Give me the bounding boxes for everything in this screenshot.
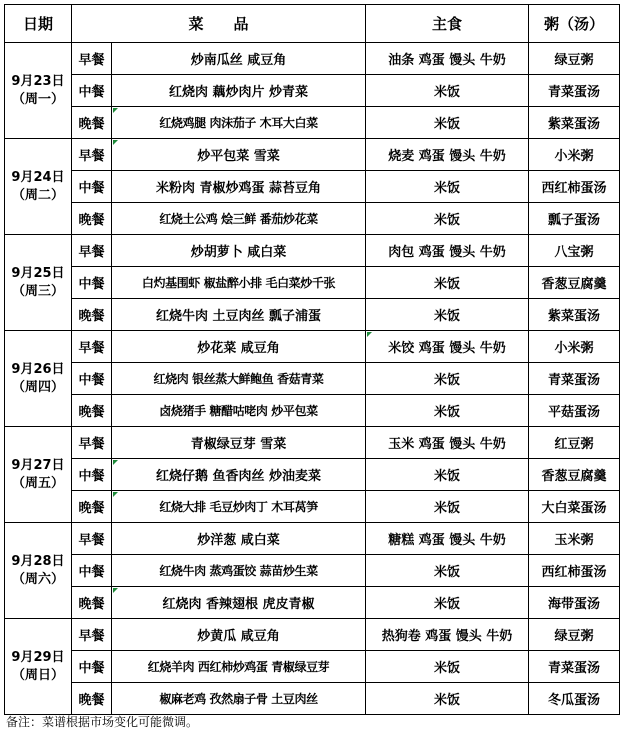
dishes-cell: 红烧肉 藕炒肉片 炒青菜 [112, 75, 366, 107]
header-dishes: 菜 品 [72, 5, 366, 43]
dishes-cell: 红烧仔鹅 鱼香肉丝 炒油麦菜 [112, 459, 366, 491]
day-weekday: （周五） [11, 475, 64, 491]
header-soup: 粥（汤） [529, 5, 620, 43]
day-weekday: （周一） [11, 91, 64, 107]
staple-cell: 米饭 [366, 75, 529, 107]
staple-cell: 烧麦 鸡蛋 馒头 牛奶 [366, 139, 529, 171]
meal-name: 晚餐 [72, 395, 112, 427]
menu-row [5, 203, 620, 235]
day-date-cell [5, 43, 72, 139]
staple-cell: 米饭 [366, 587, 529, 619]
weekly-menu-table [4, 4, 620, 715]
staple-cell: 米饺 鸡蛋 馒头 牛奶 [366, 331, 529, 363]
staple-cell: 米饭 [366, 683, 529, 715]
day-date: 9月25日 [11, 265, 65, 281]
staple-cell: 热狗卷 鸡蛋 馒头 牛奶 [366, 619, 529, 651]
meal-name: 中餐 [72, 75, 112, 107]
menu-row [5, 651, 620, 683]
footnote: 备注：菜谱根据市场变化可能微调。 [6, 715, 199, 729]
meal-name: 晚餐 [72, 203, 112, 235]
dishes-cell: 椒麻老鸡 孜然扇子骨 土豆肉丝 [112, 683, 366, 715]
header-row [5, 5, 620, 43]
day-date-cell [5, 523, 72, 619]
meal-name: 中餐 [72, 651, 112, 683]
dishes-cell: 卤烧猪手 糖醋咕咾肉 炒平包菜 [112, 395, 366, 427]
staple-cell: 肉包 鸡蛋 馒头 牛奶 [366, 235, 529, 267]
dishes-cell: 炒胡萝卜 咸白菜 [112, 235, 366, 267]
soup-cell: 西红柿蛋汤 [529, 171, 620, 203]
day-date-cell [5, 619, 72, 715]
meal-name: 早餐 [72, 43, 112, 75]
menu-row [5, 299, 620, 331]
soup-cell: 西红柿蛋汤 [529, 555, 620, 587]
dishes-cell: 红烧土公鸡 烩三鲜 番茄炒花菜 [112, 203, 366, 235]
header-staple: 主食 [366, 5, 529, 43]
meal-name: 早餐 [72, 331, 112, 363]
day-date: 9月26日 [11, 361, 65, 377]
meal-name: 晚餐 [72, 683, 112, 715]
menu-row [5, 491, 620, 523]
dishes-cell: 炒黄瓜 咸豆角 [112, 619, 366, 651]
meal-name: 晚餐 [72, 107, 112, 139]
day-weekday: （周六） [11, 571, 64, 587]
dishes-cell: 红烧大排 毛豆炒肉丁 木耳莴笋 [112, 491, 366, 523]
soup-cell: 青菜蛋汤 [529, 75, 620, 107]
meal-name: 中餐 [72, 555, 112, 587]
meal-name: 中餐 [72, 363, 112, 395]
staple-cell: 米饭 [366, 555, 529, 587]
staple-cell: 油条 鸡蛋 馒头 牛奶 [366, 43, 529, 75]
dishes-cell: 青椒绿豆芽 雪菜 [112, 427, 366, 459]
soup-cell: 玉米粥 [529, 523, 620, 555]
soup-cell: 青菜蛋汤 [529, 651, 620, 683]
soup-cell: 海带蛋汤 [529, 587, 620, 619]
soup-cell: 冬瓜蛋汤 [529, 683, 620, 715]
menu-row [5, 43, 620, 75]
meal-name: 早餐 [72, 235, 112, 267]
meal-name: 早餐 [72, 139, 112, 171]
soup-cell: 红豆粥 [529, 427, 620, 459]
menu-row [5, 107, 620, 139]
day-date: 9月28日 [11, 553, 65, 569]
staple-cell: 米饭 [366, 651, 529, 683]
day-weekday: （周二） [11, 187, 64, 203]
menu-row [5, 75, 620, 107]
staple-cell: 糖糕 鸡蛋 馒头 牛奶 [366, 523, 529, 555]
meal-name: 晚餐 [72, 299, 112, 331]
soup-cell: 绿豆粥 [529, 43, 620, 75]
meal-name: 晚餐 [72, 491, 112, 523]
dishes-cell: 炒平包菜 雪菜 [112, 139, 366, 171]
day-date-cell [5, 139, 72, 235]
soup-cell: 紫菜蛋汤 [529, 107, 620, 139]
dishes-cell: 红烧鸡腿 肉沫茄子 木耳大白菜 [112, 107, 366, 139]
soup-cell: 平菇蛋汤 [529, 395, 620, 427]
day-date: 9月27日 [11, 457, 65, 473]
meal-name: 中餐 [72, 267, 112, 299]
meal-name: 早餐 [72, 619, 112, 651]
soup-cell: 紫菜蛋汤 [529, 299, 620, 331]
soup-cell: 小米粥 [529, 139, 620, 171]
menu-row [5, 523, 620, 555]
staple-cell: 米饭 [366, 395, 529, 427]
day-weekday: （周日） [11, 667, 64, 683]
header-date: 日期 [5, 5, 72, 43]
menu-row [5, 459, 620, 491]
menu-row [5, 139, 620, 171]
soup-cell: 香葱豆腐羹 [529, 459, 620, 491]
day-date-cell [5, 331, 72, 427]
staple-cell: 米饭 [366, 203, 529, 235]
meal-name: 早餐 [72, 523, 112, 555]
menu-row [5, 171, 620, 203]
dishes-cell: 红烧肉 银丝蒸大鲜鲍鱼 香菇青菜 [112, 363, 366, 395]
soup-cell: 小米粥 [529, 331, 620, 363]
day-date: 9月29日 [11, 649, 65, 665]
menu-row [5, 395, 620, 427]
staple-cell: 米饭 [366, 491, 529, 523]
day-date-cell [5, 427, 72, 523]
menu-row [5, 555, 620, 587]
dishes-cell: 米粉肉 青椒炒鸡蛋 蒜苔豆角 [112, 171, 366, 203]
dishes-cell: 红烧牛肉 蒸鸡蛋饺 蒜苗炒生菜 [112, 555, 366, 587]
staple-cell: 米饭 [366, 363, 529, 395]
staple-cell: 米饭 [366, 459, 529, 491]
dishes-cell: 炒洋葱 咸白菜 [112, 523, 366, 555]
staple-cell: 玉米 鸡蛋 馒头 牛奶 [366, 427, 529, 459]
soup-cell: 绿豆粥 [529, 619, 620, 651]
staple-cell: 米饭 [366, 107, 529, 139]
soup-cell: 瓢子蛋汤 [529, 203, 620, 235]
meal-name: 中餐 [72, 459, 112, 491]
meal-name: 中餐 [72, 171, 112, 203]
dishes-cell: 炒花菜 咸豆角 [112, 331, 366, 363]
menu-row [5, 619, 620, 651]
meal-name: 晚餐 [72, 587, 112, 619]
staple-cell: 米饭 [366, 267, 529, 299]
day-weekday: （周四） [11, 379, 64, 395]
soup-cell: 香葱豆腐羹 [529, 267, 620, 299]
day-weekday: （周三） [11, 283, 64, 299]
staple-cell: 米饭 [366, 171, 529, 203]
soup-cell: 青菜蛋汤 [529, 363, 620, 395]
dishes-cell: 红烧羊肉 西红柿炒鸡蛋 青椒绿豆芽 [112, 651, 366, 683]
soup-cell: 八宝粥 [529, 235, 620, 267]
day-date-cell [5, 235, 72, 331]
menu-row [5, 363, 620, 395]
dishes-cell: 白灼基围虾 椒盐醉小排 毛白菜炒千张 [112, 267, 366, 299]
menu-row [5, 683, 620, 715]
dishes-cell: 红烧肉 香辣翅根 虎皮青椒 [112, 587, 366, 619]
menu-row [5, 331, 620, 363]
menu-row [5, 267, 620, 299]
day-date: 9月23日 [11, 73, 65, 89]
staple-cell: 米饭 [366, 299, 529, 331]
soup-cell: 大白菜蛋汤 [529, 491, 620, 523]
dishes-cell: 炒南瓜丝 咸豆角 [112, 43, 366, 75]
dishes-cell: 红烧牛肉 土豆肉丝 瓢子浦蛋 [112, 299, 366, 331]
day-date: 9月24日 [11, 169, 65, 185]
menu-row [5, 427, 620, 459]
meal-name: 早餐 [72, 427, 112, 459]
menu-row [5, 587, 620, 619]
menu-row [5, 235, 620, 267]
